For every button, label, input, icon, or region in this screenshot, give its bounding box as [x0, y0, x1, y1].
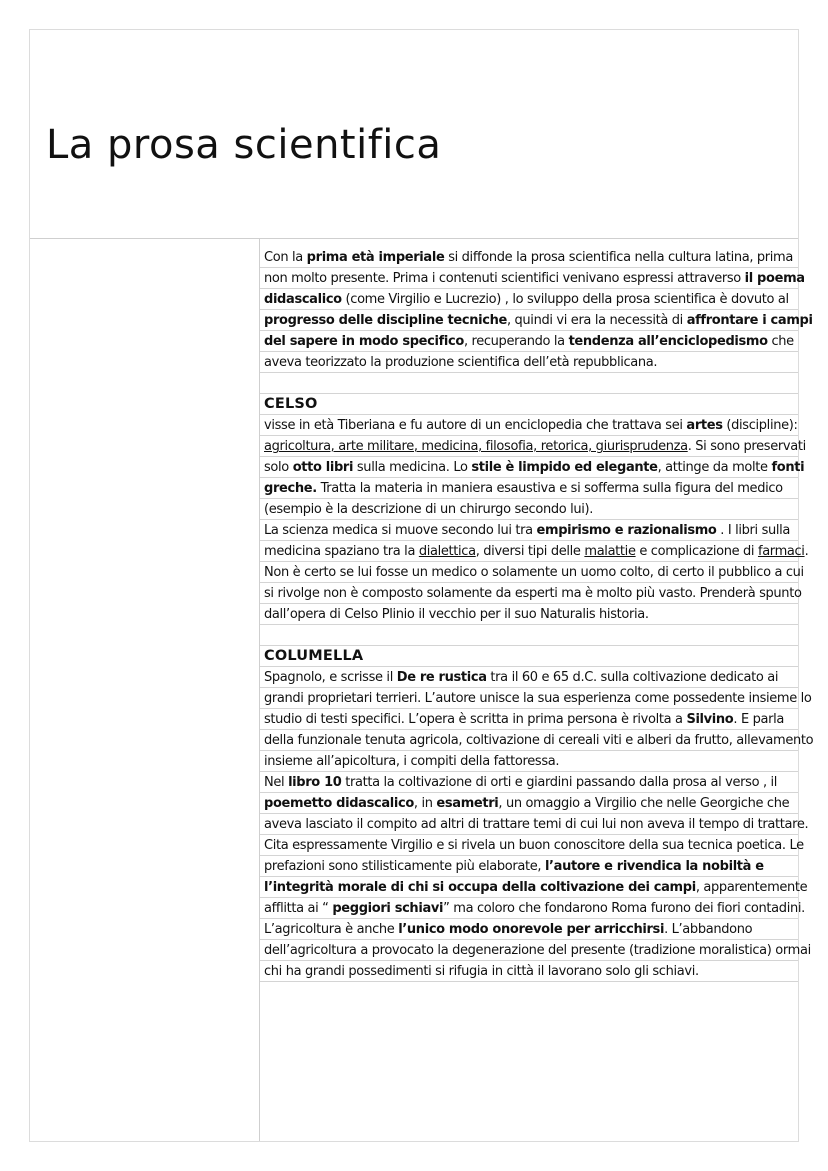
text-segment: . E parla — [733, 712, 784, 727]
underlined-text: agricoltura, arte militare, medicina, filosofia, retorica, giurisprudenza — [264, 439, 688, 454]
bold-text: prima età imperiale — [306, 250, 445, 265]
text-segment: (come Virgilio e Lucrezio) , lo sviluppo della prosa scientifica è dovuto al — [341, 292, 789, 307]
text-line — [260, 562, 804, 583]
bold-text: libro 10 — [288, 775, 342, 790]
text-line — [260, 940, 811, 961]
text-line — [260, 772, 798, 793]
text-segment: e complicazione di — [635, 544, 758, 559]
text-segment: , attinge da molte — [657, 460, 772, 475]
text-segment: . — [804, 544, 809, 559]
text-segment: chi ha grandi possedimenti si rifugia in città il lavorano solo gli schiavi. — [264, 964, 699, 979]
text-line — [260, 541, 809, 562]
text-segment: Non è certo se lui fosse un medico o solamente un uomo colto, di certo il pubblico a cui — [264, 565, 804, 580]
text-segment: che — [767, 334, 794, 349]
text-line — [260, 814, 809, 835]
text-segment: visse in età Tiberiana e fu autore di un enciclopedia che trattava sei — [264, 418, 687, 433]
text-line — [260, 331, 798, 352]
text-line — [260, 520, 798, 541]
bold-text: stile è limpido ed elegante — [471, 460, 658, 475]
text-segment: L’agricoltura è anche — [264, 922, 399, 937]
bold-text: fonti — [771, 460, 805, 475]
text-segment: grandi proprietari terrieri. L’autore unisce la sua esperienza come possedente insieme lo — [264, 691, 812, 706]
text-segment: tratta la coltivazione di orti e giardini passando dalla prosa al verso , il — [341, 775, 778, 790]
text-segment: insieme all’apicoltura, i compiti della fattoressa. — [264, 754, 560, 769]
bold-text: progresso delle discipline tecniche — [264, 313, 507, 328]
heading-text: COLUMELLA — [264, 648, 364, 664]
text-line — [260, 898, 805, 919]
text-segment: tra il 60 e 65 d.C. sulla coltivazione dedicato ai — [486, 670, 779, 685]
text-segment: Con la — [264, 250, 307, 265]
text-segment: . L’abbandono — [664, 922, 753, 937]
underlined-text: dialettica — [418, 544, 476, 559]
text-line — [260, 877, 808, 898]
blank-line — [260, 373, 798, 394]
bold-text: l’unico modo onorevole per arricchirsi — [398, 922, 665, 937]
text-line — [260, 478, 798, 499]
text-segment: , diversi tipi delle — [475, 544, 585, 559]
text-line — [260, 688, 812, 709]
bold-text: esametri — [436, 796, 499, 811]
text-segment: . Si sono preservati — [687, 439, 806, 454]
text-line — [260, 856, 798, 877]
text-line — [260, 667, 798, 688]
bold-text: otto libri — [292, 460, 354, 475]
notes-lines — [260, 247, 814, 982]
text-segment: Cita espressamente Virgilio e si rivela un buon conoscitore della sua tecnica poetica. Le — [264, 838, 804, 853]
bold-text: peggiori schiavi — [332, 901, 444, 916]
text-segment: , un omaggio a Virgilio che nelle Georgiche che — [498, 796, 790, 811]
text-segment: ” ma coloro che fondarono Roma furono dei fiori contadini. — [443, 901, 805, 916]
bold-text: l’integrità morale di chi si occupa della coltivazione dei campi — [264, 880, 696, 895]
text-line — [260, 751, 798, 772]
text-line — [260, 709, 798, 730]
text-segment: solo — [264, 460, 293, 475]
section-heading — [260, 646, 798, 667]
text-line — [260, 436, 806, 457]
text-line — [260, 793, 798, 814]
text-line — [260, 457, 805, 478]
notes-column — [259, 238, 814, 1141]
text-line — [260, 499, 798, 520]
text-line — [260, 835, 804, 856]
underlined-text: farmaci — [757, 544, 805, 559]
text-segment: Spagnolo, e scrisse il — [264, 670, 397, 685]
text-segment: studio di testi specifici. L’opera è scritta in prima persona è rivolta a — [264, 712, 687, 727]
bold-text: affrontare i campi — [686, 313, 813, 328]
text-segment: afflitta ai “ — [264, 901, 333, 916]
cue-column — [30, 238, 259, 1141]
bold-text: didascalico — [264, 292, 342, 307]
bold-text: Silvino — [686, 712, 734, 727]
text-segment: Nel — [264, 775, 289, 790]
bold-text: greche. — [264, 481, 317, 496]
text-segment: aveva lasciato il compito ad altri di trattare temi di cui lui non aveva il tempo di trattare. — [264, 817, 809, 832]
bold-text: De re rustica — [396, 670, 487, 685]
text-segment: , quindi vi era la necessità di — [506, 313, 687, 328]
text-line — [260, 961, 798, 982]
text-segment: dall’opera di Celso Plinio il vecchio per il suo Naturalis historia. — [264, 607, 649, 622]
bold-text: del sapere in modo specifico — [264, 334, 464, 349]
text-segment: dell’agricoltura a provocato la degenerazione del presente (tradizione moralistica) ormai — [264, 943, 811, 958]
text-segment: non molto presente. Prima i contenuti scientifici venivano espressi attraverso — [264, 271, 745, 286]
text-line — [260, 730, 814, 751]
text-segment: , in — [413, 796, 437, 811]
bold-text: artes — [686, 418, 723, 433]
bold-text: tendenza all’enciclopedismo — [568, 334, 768, 349]
text-segment: La scienza medica si muove secondo lui tra — [264, 523, 537, 538]
text-segment: sulla medicina. Lo — [353, 460, 472, 475]
text-line — [260, 247, 798, 268]
blank-line — [260, 625, 798, 646]
page-title: La prosa scientifica — [46, 122, 442, 168]
bold-text: il poema — [744, 271, 805, 286]
text-line — [260, 604, 798, 625]
note-page — [29, 29, 814, 1142]
text-segment: si rivolge non è composto solamente da esperti ma è molto più vasto. Prenderà spunto — [264, 586, 802, 601]
text-segment: . I libri sulla — [716, 523, 791, 538]
text-line — [260, 352, 798, 373]
bold-text: empirismo e razionalismo — [536, 523, 717, 538]
underlined-text: malattie — [584, 544, 636, 559]
text-segment: aveva teorizzato la produzione scientifica dell’età repubblicana. — [264, 355, 658, 370]
text-line — [260, 583, 802, 604]
text-segment: della funzionale tenuta agricola, coltivazione di cereali viti e alberi da frutto, allevamento — [264, 733, 814, 748]
text-segment: (esempio è la descrizione di un chirurgo secondo lui). — [264, 502, 594, 517]
text-segment: si diffonde la prosa scientifica nella cultura latina, prima — [444, 250, 793, 265]
text-line — [260, 310, 813, 331]
text-segment: (discipline): — [722, 418, 798, 433]
heading-text: CELSO — [264, 396, 318, 412]
text-line — [260, 919, 798, 940]
bold-text: l’autore e rivendica la nobiltà e — [544, 859, 764, 874]
text-line — [260, 268, 805, 289]
bold-text: poemetto didascalico — [264, 796, 414, 811]
text-segment: , recuperando la — [463, 334, 569, 349]
section-heading — [260, 394, 798, 415]
text-segment: Tratta la materia in maniera esaustiva e si sofferma sulla figura del medico — [316, 481, 783, 496]
text-segment: prefazioni sono stilisticamente più elaborate, — [264, 859, 545, 874]
text-segment: medicina spaziano tra la — [264, 544, 419, 559]
text-segment: , apparentemente — [695, 880, 808, 895]
title-cell — [30, 30, 798, 239]
text-line — [260, 289, 798, 310]
text-line — [260, 415, 798, 436]
